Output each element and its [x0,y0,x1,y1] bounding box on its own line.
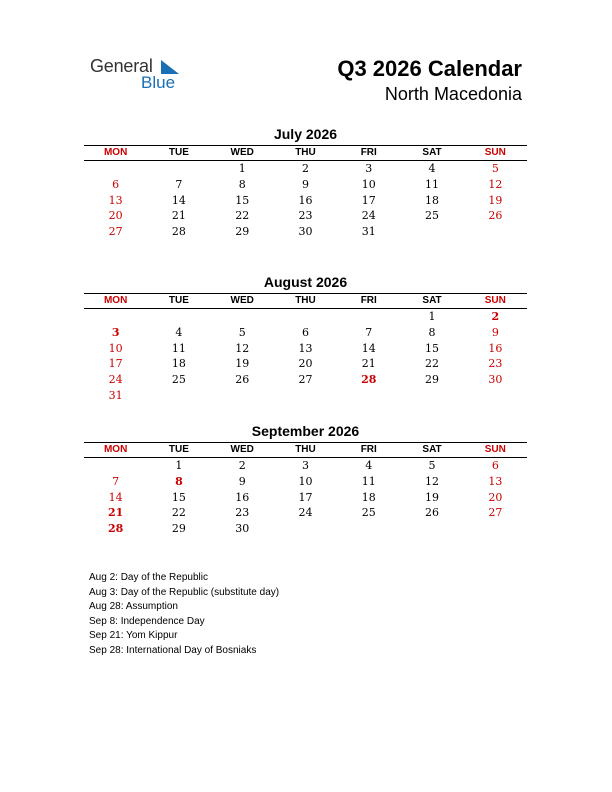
date-cell: 29 [235,225,250,239]
date-cell: 5 [491,162,499,175]
date-cell: 25 [361,506,376,520]
week-row [84,490,527,506]
date-cell: 26 [488,209,503,223]
date-cell: 17 [361,193,376,207]
date-cell: 14 [361,341,376,355]
date-cell: 19 [488,193,503,207]
date-cell: 16 [235,490,250,504]
date-cell: 11 [361,474,376,488]
week-row [84,309,527,325]
generalblue-logo [90,56,200,96]
week-row [84,356,527,372]
weekday-header: FRI [360,295,377,306]
weekday-header: TUE [168,295,189,306]
date-cell: 28 [171,225,186,239]
week-row [84,224,527,240]
date-cell: 3 [365,162,373,175]
week-row [84,161,527,177]
date-cell: 20 [108,209,123,223]
date-cell: 27 [298,373,313,387]
weekday-header: SUN [484,295,506,306]
weekday-header: THU [295,444,316,455]
date-cell: 2 [301,162,309,175]
holiday-date-cell: 21 [107,506,124,520]
date-cell: 29 [425,373,440,387]
holiday-date-cell: 28 [107,522,124,536]
logo-flag-icon [161,60,179,74]
weekday-header: WED [230,295,254,306]
date-cell: 1 [238,162,246,175]
week-row [84,325,527,341]
month-title: September 2026 [251,423,360,439]
weekday-header: TUE [168,444,189,455]
holiday-item: Aug 2: Day of the Republic [89,572,208,583]
date-cell: 24 [298,506,313,520]
holiday-date-cell: 2 [491,310,500,323]
date-cell: 24 [108,373,123,387]
weekday-header: FRI [360,444,377,455]
date-cell: 23 [235,506,250,520]
date-cell: 31 [361,225,376,239]
date-cell: 27 [108,225,123,239]
date-cell: 7 [112,474,120,488]
date-cell [274,309,337,325]
date-cell: 5 [238,325,246,339]
date-cell: 13 [108,193,123,207]
date-cell: 23 [488,357,503,371]
date-cell: 9 [301,177,309,191]
month-august [84,273,527,404]
weekday-header: TUE [168,147,189,158]
holiday-item: Sep 8: Independence Day [89,615,205,627]
date-cell: 18 [425,193,440,207]
week-row [84,505,527,521]
date-cell: 6 [491,459,499,472]
month-september [84,422,527,537]
date-cell: 20 [298,357,313,371]
holiday-item: Sep 21: Yom Kippur [89,630,178,641]
date-cell [147,309,210,325]
date-cell: 31 [108,388,123,402]
week-row [84,521,527,537]
date-cell [400,224,463,240]
week-row [84,341,527,357]
holiday-item: Sep 28: International Day of Bosniaks [89,644,257,656]
date-cell: 17 [298,490,313,504]
date-cell: 30 [298,225,313,239]
date-cell: 12 [425,474,440,488]
week-row [84,388,527,404]
month-title: July 2026 [273,126,338,142]
date-cell: 14 [108,490,123,504]
date-cell: 5 [428,459,436,472]
logo-text-blue: Blue [141,73,176,92]
month-july [84,125,527,240]
date-cell: 16 [298,193,313,207]
weekday-header: SAT [422,147,442,158]
date-cell [84,458,147,474]
date-cell: 2 [238,459,246,472]
week-row [84,458,527,474]
date-cell: 19 [235,357,250,371]
date-cell: 8 [238,177,246,191]
weekday-header-row [84,145,527,161]
week-row [84,177,527,193]
date-cell: 6 [112,177,120,191]
date-cell: 12 [488,177,503,191]
date-cell: 30 [488,373,503,387]
weekday-header: WED [230,444,254,455]
holiday-list [89,571,279,658]
holiday-date-cell: 28 [361,373,377,387]
date-cell: 3 [301,459,309,472]
date-cell: 1 [175,459,183,472]
date-cell [464,388,527,404]
holiday-date-cell: 3 [111,325,120,339]
date-cell: 20 [488,490,503,504]
date-cell: 22 [235,209,250,223]
weekday-header-row [84,442,527,458]
weekday-header: SAT [422,295,442,306]
week-row [84,474,527,490]
date-cell: 30 [235,522,250,536]
date-cell: 23 [298,209,313,223]
date-cell [274,388,337,404]
weekday-header: THU [295,147,316,158]
date-cell: 4 [365,459,373,472]
date-cell [337,521,400,537]
date-cell: 16 [488,341,503,355]
date-cell [400,388,463,404]
date-cell [464,224,527,240]
date-cell: 15 [171,490,186,504]
date-cell: 8 [428,325,436,339]
holiday-item: Aug 3: Day of the Republic (substitute day) [89,586,280,598]
date-cell [337,388,400,404]
weekday-header: MON [103,295,128,306]
page-title: Q3 2026 Calendar [337,56,522,81]
date-cell: 1 [428,310,436,323]
weekday-header: SUN [484,147,506,158]
date-cell: 13 [488,474,503,488]
date-cell [274,521,337,537]
date-cell: 4 [428,162,436,175]
holiday-item: Aug 28: Assumption [89,601,178,612]
date-cell: 24 [361,209,376,223]
date-cell: 26 [425,506,440,520]
date-cell [400,521,463,537]
weekday-header: WED [230,147,254,158]
weekday-header: SUN [484,444,506,455]
logo-text-general: General [90,56,153,76]
date-cell: 15 [235,193,250,207]
date-cell: 17 [108,357,123,371]
weekday-header: MON [103,444,128,455]
week-row [84,193,527,209]
date-cell: 26 [235,373,250,387]
date-cell: 12 [235,341,250,355]
date-cell: 11 [425,177,440,191]
date-cell [337,309,400,325]
date-cell: 10 [298,474,313,488]
date-cell: 7 [175,177,183,191]
date-cell: 25 [425,209,440,223]
date-cell: 6 [301,325,309,339]
date-cell: 14 [171,193,186,207]
date-cell: 21 [361,357,376,371]
date-cell: 29 [171,522,186,536]
date-cell: 10 [108,341,123,355]
date-cell: 18 [361,490,376,504]
week-row [84,372,527,388]
date-cell: 21 [171,209,186,223]
date-cell [211,309,274,325]
week-row [84,208,527,224]
month-title: August 2026 [263,274,348,290]
weekday-header: THU [295,295,316,306]
date-cell [147,161,210,177]
date-cell [464,521,527,537]
weekday-header: FRI [360,147,377,158]
country-name: North Macedonia [384,84,522,104]
date-cell [211,388,274,404]
weekday-header: MON [103,147,128,158]
date-cell: 22 [171,506,186,520]
weekday-header-row [84,293,527,309]
date-cell: 13 [298,341,313,355]
date-cell: 25 [171,373,186,387]
date-cell: 9 [491,325,499,339]
weekday-header: SAT [422,444,442,455]
date-cell: 10 [361,177,376,191]
date-cell: 19 [425,490,440,504]
date-cell [147,388,210,404]
date-cell: 9 [238,474,246,488]
date-cell: 22 [425,357,440,371]
date-cell: 18 [171,357,186,371]
date-cell: 11 [171,341,186,355]
date-cell: 15 [425,341,440,355]
date-cell: 27 [488,506,503,520]
date-cell: 7 [365,325,373,339]
date-cell [84,161,147,177]
date-cell: 4 [175,325,183,339]
date-cell [84,309,147,325]
holiday-date-cell: 8 [175,474,183,488]
